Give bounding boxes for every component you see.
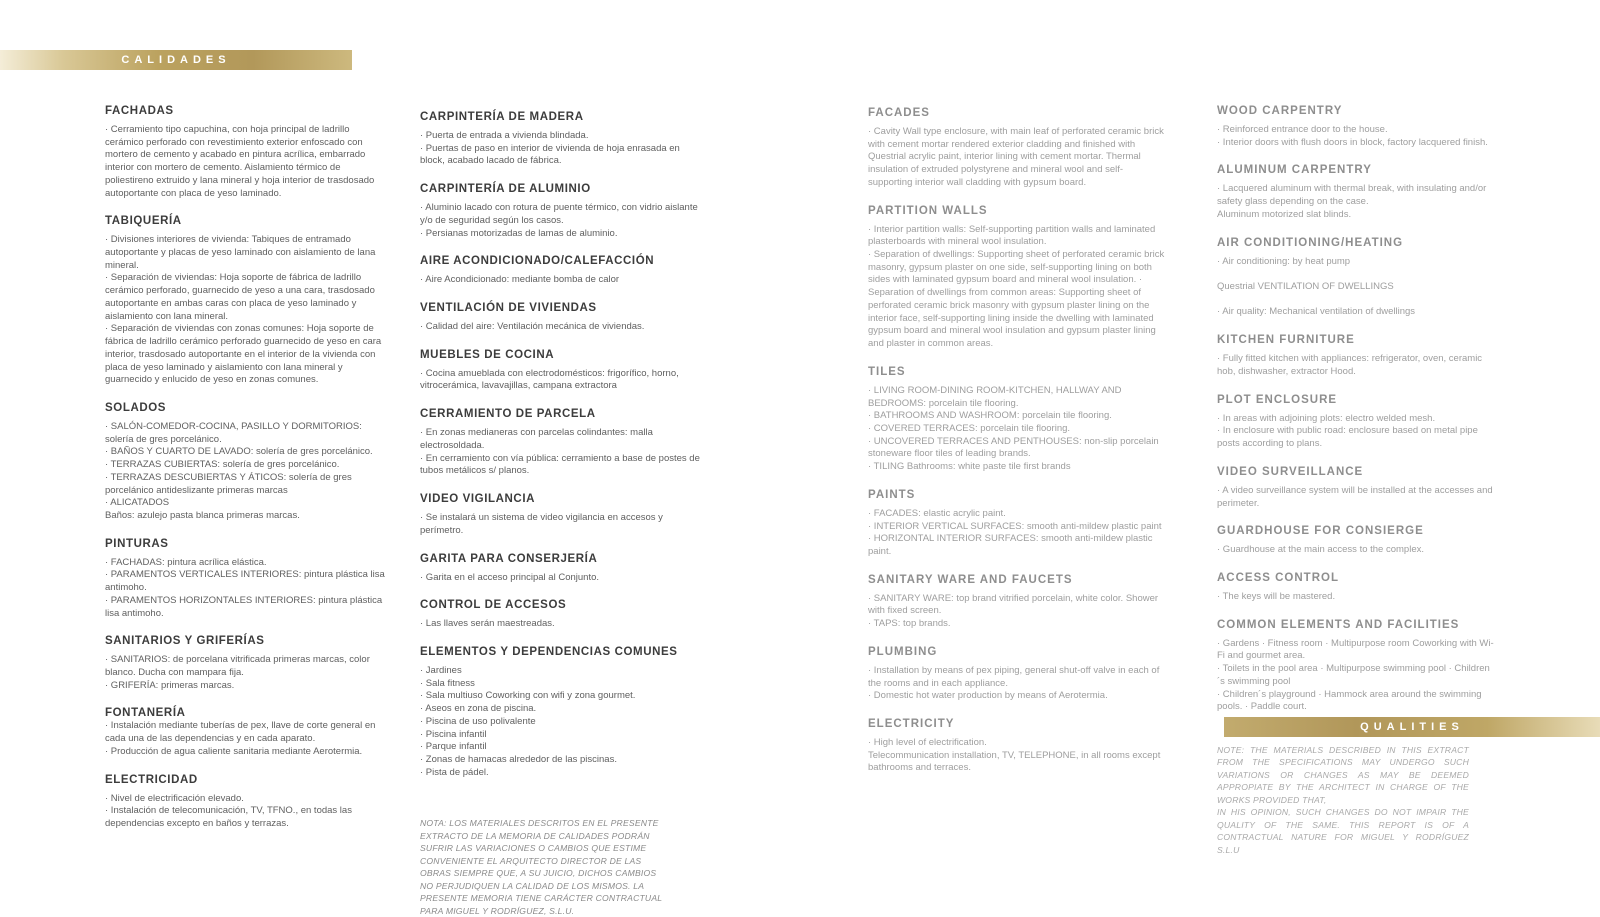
spec-line: · Instalación mediante tuberías de pex, llave de corte general en cada una de las dependencias y en cada aparato. bbox=[105, 720, 376, 745]
section-body bbox=[868, 224, 1166, 351]
legal-note-paragraph: NOTE: THE MATERIALS DESCRIBED IN THIS EXTRACT FROM THE SPECIFICATIONS MAY UNDERGO SUCH VARIATIONS OR CHANGES AS MAY BE DEEMED APPROPIATE BY THE ARCHITECT IN CHARGE OF THE WORKS PROVIDED THAT, bbox=[1217, 744, 1469, 805]
spec-line: · PARAMENTOS HORIZONTALES INTERIORES: pintura plástica lisa antimoho. bbox=[105, 594, 383, 619]
section-body bbox=[868, 126, 1166, 190]
qualities-banner-en: QUALITIES bbox=[1224, 717, 1600, 737]
spec-line: · Piscina de uso polivalente bbox=[420, 715, 536, 727]
spec-line: · PARAMENTOS VERTICALES INTERIORES: pintura plástica lisa antimoho. bbox=[105, 569, 385, 594]
section-body bbox=[420, 202, 706, 240]
spec-line: · Toilets in the pool area · Multipurpose swimming pool · Children´s swimming pool bbox=[1217, 663, 1490, 687]
spec-line: · A video surveillance system will be installed at the accesses and perimeter. bbox=[1217, 484, 1493, 509]
section-heading: VIDEO SURVEILLANCE bbox=[1217, 465, 1364, 478]
spec-line: · HORIZONTAL INTERIOR SURFACES: smooth anti-mildew plastic paint. bbox=[868, 533, 1153, 557]
section-heading: VIDEO VIGILANCIA bbox=[420, 493, 536, 506]
section-heading: ELEMENTOS Y DEPENDENCIAS COMUNES bbox=[420, 645, 678, 658]
spec-line: · TERRAZAS DESCUBIERTAS Y ÁTICOS: solería de gres porcelánico antideslizante primeras marcas bbox=[105, 471, 352, 496]
section-body bbox=[105, 234, 388, 387]
spec-line: · Zonas de hamacas alrededor de las piscinas. bbox=[420, 753, 617, 765]
spec-line: Aluminum motorized slat blinds. bbox=[1217, 208, 1352, 220]
section-heading: FONTANERÍA bbox=[105, 707, 186, 720]
spec-line bbox=[1217, 268, 1497, 281]
section-heading: CERRAMIENTO DE PARCELA bbox=[420, 408, 596, 421]
column-spanish-2 bbox=[420, 111, 706, 917]
spec-line: · Cavity Wall type enclosure, with main leaf of perforated ceramic brick with cement mortar rendered exterior cladding and finished with Questrial acrylic paint, interior lining with cement mortar. Thermal insulation of extruded polystyrene and mineral wool and self-supporting interior wall cladding with gypsum board. bbox=[868, 126, 1164, 188]
section-heading: FACHADAS bbox=[105, 105, 174, 117]
spec-line: · Jardines bbox=[420, 664, 462, 676]
spec-line: · Interior doors with flush doors in block, factory lacquered finish. bbox=[1217, 136, 1488, 148]
spec-line: · TILING Bathrooms: white paste tile first brands bbox=[868, 461, 1071, 473]
section-heading: AIRE ACONDICIONADO/CALEFACCIÓN bbox=[420, 255, 655, 268]
spec-line: · Persianas motorizadas de lamas de aluminio. bbox=[420, 227, 618, 239]
spec-line: · Children´s playground · Hammock area around the swimming pools. · Paddle court. bbox=[1217, 688, 1482, 713]
spec-line: · Separación de viviendas: Hoja soporte de fábrica de ladrillo cerámico perforado, guarnecido de yeso a una cara, trasdosado autoportante en ambas caras con placa de yeso laminado y aislamiento con lana mineral. bbox=[105, 272, 375, 322]
spec-line: · In enclosure with public road: enclosure based on metal pipe posts according to plans. bbox=[1217, 425, 1478, 450]
section-body bbox=[105, 124, 388, 200]
legal-note bbox=[1217, 744, 1469, 856]
spec-line: · Air quality: Mechanical ventilation of dwellings bbox=[1217, 306, 1416, 318]
section-heading: VENTILACIÓN DE VIVIENDAS bbox=[420, 302, 597, 315]
spec-line: · GRIFERÍA: primeras marcas. bbox=[105, 679, 235, 691]
section-heading: CONTROL DE ACCESOS bbox=[420, 599, 567, 612]
section-heading: AIR CONDITIONING/HEATING bbox=[1217, 236, 1404, 249]
section-body bbox=[105, 793, 388, 831]
spec-line: · Pista de pádel. bbox=[420, 766, 489, 778]
section-heading: ELECTRICITY bbox=[868, 718, 955, 730]
spec-line: · Puerta de entrada a vivienda blindada. bbox=[420, 130, 589, 141]
section-heading: PARTITION WALLS bbox=[868, 204, 988, 217]
section-body bbox=[868, 508, 1166, 559]
spec-line: · Se instalará un sistema de video vigilancia en accesos y perímetro. bbox=[420, 512, 663, 536]
section-heading: TABIQUERÍA bbox=[105, 215, 182, 228]
spec-line: · Puertas de paso en interior de vivienda de hoja enrasada en block, acabado lacado de fábrica. bbox=[420, 142, 680, 167]
spec-line: · UNCOVERED TERRACES AND PENTHOUSES: non-slip porcelain stoneware floor tiles of leading brands. bbox=[868, 435, 1159, 460]
section-heading: ELECTRICIDAD bbox=[105, 773, 198, 786]
spec-line: · Separación de viviendas con zonas comunes: Hoja soporte de fábrica de ladrillo cerámico perforado guarnecido de yeso en cara interior, trasdosado autoportante en el interior de la vivienda con placa de yeso laminado y aislamiento con lana mineral y guarnecido y enlucido de yeso en zonas comunes. bbox=[105, 323, 382, 386]
spec-line: · Piscina infantil bbox=[420, 728, 487, 740]
spec-line: · Parque infantil bbox=[420, 741, 487, 753]
spec-line: · BAÑOS Y CUARTO DE LAVADO: solería de gres porcelánico. bbox=[105, 446, 373, 458]
section-heading: CARPINTERÍA DE MADERA bbox=[420, 111, 584, 123]
spec-line: · Aire Acondicionado: mediante bomba de calor bbox=[420, 274, 620, 286]
section-body bbox=[1217, 413, 1497, 451]
legal-note bbox=[420, 817, 668, 917]
section-body bbox=[420, 665, 706, 779]
column-spanish-1 bbox=[105, 105, 388, 831]
spec-line: · Garita en el acceso principal al Conjunto. bbox=[420, 571, 600, 583]
section-heading: PLOT ENCLOSURE bbox=[1217, 393, 1338, 406]
legal-note-paragraph: NOTA: LOS MATERIALES DESCRITOS EN EL PRESENTE EXTRACTO DE LA MEMORIA DE CALIDADES PODRÁN SUFRIR LAS VARIACIONES O CAMBIOS QUE ESTIME CONVENIENTE EL ARQUITECTO DIRECTOR DE LAS OBRAS SIEMPRE QUE, A SU JUICIO, DICHOS CAMBIOS NO PERJUDIQUEN LA CALIDAD DE LOS MISMOS. LA PRESENTE MEMORIA TIENE CARÁCTER CONTRACTUAL PARA MIGUEL Y RODRÍGUEZ, S.L.U. bbox=[420, 818, 663, 916]
legal-note-paragraph: IN HIS OPINION, SUCH CHANGES DO NOT IMPAIR THE QUALITY OF THE SAME. THIS REPORT IS OF A CONTRACTUAL NATURE FOR MIGUEL Y RODRÍGUEZ S.L.U bbox=[1217, 807, 1469, 855]
section-heading: MUEBLES DE COCINA bbox=[420, 348, 555, 361]
spec-line: · Producción de agua caliente sanitaria mediante Aerotermia. bbox=[105, 745, 363, 757]
section-body bbox=[1217, 353, 1497, 378]
spec-line: · Divisiones interiores de vivienda: Tabiques de entramado autoportante y placas de yeso laminado con aislamiento de lana mineral. bbox=[105, 234, 376, 271]
section-heading: PINTURAS bbox=[105, 537, 169, 550]
section-body bbox=[420, 572, 706, 585]
section-body bbox=[105, 421, 388, 523]
spec-line: · Aseos en zona de piscina. bbox=[420, 703, 537, 715]
section-heading: CARPINTERÍA DE ALUMINIO bbox=[420, 183, 591, 196]
section-body bbox=[420, 368, 706, 393]
spec-line: · SANITARIOS: de porcelana vitrificada primeras marcas, color blanco. Ducha con mampara fija. bbox=[105, 654, 370, 678]
spec-line: · Lacquered aluminum with thermal break, with insulating and/or safety glass depending on the case. bbox=[1217, 183, 1487, 208]
section-heading: TILES bbox=[868, 365, 906, 378]
section-body bbox=[420, 512, 706, 537]
spec-line bbox=[1217, 294, 1497, 307]
spec-line: · Instalación de telecomunicación, TV, TFNO., en todas las dependencias excepto en baños y terrazas. bbox=[105, 805, 352, 830]
spec-line: · Sala multiuso Coworking con wifi y zona gourmet. bbox=[420, 690, 636, 702]
section-body bbox=[1217, 256, 1497, 320]
spec-line: · FACADES: elastic acrylic paint. bbox=[868, 507, 1006, 519]
section-heading: KITCHEN FURNITURE bbox=[1217, 334, 1355, 347]
section-heading: SANITARIOS Y GRIFERÍAS bbox=[105, 635, 265, 648]
spec-line: · Installation by means of pex piping, general shut-off valve in each of the rooms and in each appliance. bbox=[868, 664, 1160, 689]
spec-line: · SANITARY WARE: top brand vitrified porcelain, white color. Shower with fixed screen. bbox=[868, 592, 1159, 617]
spec-line: · Interior partition walls: Self-supporting partition walls and laminated plasterboards with mineral wool insulation. bbox=[868, 223, 1156, 248]
section-body bbox=[420, 427, 706, 478]
section-heading: GARITA PARA CONSERJERÍA bbox=[420, 552, 598, 565]
section-body bbox=[105, 557, 388, 621]
column-english-2 bbox=[1217, 105, 1497, 856]
spec-line: · Las llaves serán maestreadas. bbox=[420, 618, 555, 630]
spec-line: · Gardens · Fitness room · Multipurpose room Coworking with Wi-Fi and gourmet area. bbox=[1217, 637, 1494, 662]
spec-line: · TAPS: top brands. bbox=[868, 618, 951, 630]
section-body bbox=[420, 274, 706, 287]
spec-line: · En zonas medianeras con parcelas colindantes: malla electrosoldada. bbox=[420, 427, 653, 451]
section-body bbox=[105, 720, 388, 758]
spec-line: · Nivel de electrificación elevado. bbox=[105, 792, 244, 804]
qualities-banner-es: CALIDADES bbox=[0, 50, 352, 70]
section-body bbox=[868, 593, 1166, 631]
section-body bbox=[868, 385, 1166, 474]
section-body bbox=[420, 321, 706, 334]
spec-line: · Air conditioning: by heat pump bbox=[1217, 255, 1351, 267]
section-body bbox=[1217, 638, 1497, 714]
spec-line: Questrial VENTILATION OF DWELLINGS bbox=[1217, 281, 1394, 293]
spec-line: · Separation of dwellings: Supporting sheet of perforated ceramic brick masonry, gypsum plaster on one side, self-supporting lining on both sides with laminated gypsum board and mineral wool insulation. · Separation of dwellings from common areas: Supporting sheet of perforated ceramic brick masonry with gypsum plaster lining on the interior face, self-supporting lining inside the dwelling with laminated gypsum board and mineral wool insulation and gypsum plaster lining and plaster in common areas. bbox=[868, 249, 1165, 350]
spec-line: · Aluminio lacado con rotura de puente térmico, con vidrio aislante y/o de seguridad según los casos. bbox=[420, 202, 698, 226]
section-body bbox=[1217, 485, 1497, 510]
section-heading: PAINTS bbox=[868, 488, 916, 501]
spec-line: · Guardhouse at the main access to the complex. bbox=[1217, 544, 1424, 556]
spec-line: Baños: azulejo pasta blanca primeras marcas. bbox=[105, 509, 300, 521]
section-body bbox=[420, 618, 706, 631]
section-body bbox=[1217, 124, 1497, 149]
section-heading: FACADES bbox=[868, 107, 930, 119]
spec-line: · Domestic hot water production by means of Aerotermia. bbox=[868, 690, 1108, 702]
section-body bbox=[105, 654, 388, 692]
section-heading: COMMON ELEMENTS AND FACILITIES bbox=[1217, 618, 1460, 631]
spec-line: · Cocina amueblada con electrodomésticos: frigorífico, horno, vitrocerámica, lavavajillas, campana extractora bbox=[420, 367, 679, 392]
spec-line: · Fully fitted kitchen with appliances: refrigerator, oven, ceramic hob, dishwasher, extractor Hood. bbox=[1217, 353, 1483, 377]
spec-line: · BATHROOMS AND WASHROOM: porcelain tile flooring. bbox=[868, 410, 1112, 422]
spec-line: · High level of electrification. bbox=[868, 737, 987, 748]
spec-line: · The keys will be mastered. bbox=[1217, 590, 1336, 602]
spec-line: Telecommunication installation, TV, TELEPHONE, in all rooms except bathrooms and terraces. bbox=[868, 749, 1161, 774]
spec-line: · Calidad del aire: Ventilación mecánica de viviendas. bbox=[420, 321, 645, 333]
spec-line: · FACHADAS: pintura acrílica elástica. bbox=[105, 556, 267, 568]
spec-line: · TERRAZAS CUBIERTAS: solería de gres porcelánico. bbox=[105, 459, 340, 471]
spec-line: · LIVING ROOM-DINING ROOM-KITCHEN, HALLWAY AND BEDROOMS: porcelain tile flooring. bbox=[868, 384, 1122, 409]
section-heading: SOLADOS bbox=[105, 401, 167, 414]
spec-line: · COVERED TERRACES: porcelain tile flooring. bbox=[868, 422, 1071, 434]
spec-line: · ALICATADOS bbox=[105, 497, 170, 509]
section-body bbox=[1217, 183, 1497, 221]
spec-line: · Reinforced entrance door to the house. bbox=[1217, 124, 1388, 135]
section-heading: WOOD CARPENTRY bbox=[1217, 105, 1343, 117]
section-body bbox=[868, 665, 1166, 703]
spec-line: · In areas with adjoining plots: electro welded mesh. bbox=[1217, 412, 1436, 424]
spec-line: · Sala fitness bbox=[420, 677, 475, 689]
section-heading: ALUMINUM CARPENTRY bbox=[1217, 164, 1372, 177]
column-english-1 bbox=[868, 107, 1166, 775]
section-body bbox=[1217, 591, 1497, 604]
section-body bbox=[868, 737, 1166, 775]
section-body bbox=[1217, 544, 1497, 557]
section-body bbox=[420, 130, 706, 168]
section-heading: PLUMBING bbox=[868, 645, 938, 658]
spec-line: · Cerramiento tipo capuchina, con hoja principal de ladrillo cerámico perforado con revestimiento exterior enfoscado con mortero de cemento y acabado en pintura acrílica, embarrado interior con mortero de cemento. Aislamiento térmico de poliestireno extruido y lana mineral y hoja interior de trasdosado autoportante con placa de yeso laminado. bbox=[105, 124, 375, 199]
spec-line: · INTERIOR VERTICAL SURFACES: smooth anti-mildew plastic paint bbox=[868, 520, 1162, 532]
spec-line: · En cerramiento con vía pública: cerramiento a base de postes de tubos metálicos s/ planos. bbox=[420, 452, 700, 477]
section-heading: ACCESS CONTROL bbox=[1217, 571, 1339, 584]
spec-line: · SALÓN-COMEDOR-COCINA, PASILLO Y DORMITORIOS: solería de gres porcelánico. bbox=[105, 420, 362, 445]
section-heading: GUARDHOUSE FOR CONSIERGE bbox=[1217, 525, 1424, 538]
section-heading: SANITARY WARE AND FAUCETS bbox=[868, 573, 1073, 586]
